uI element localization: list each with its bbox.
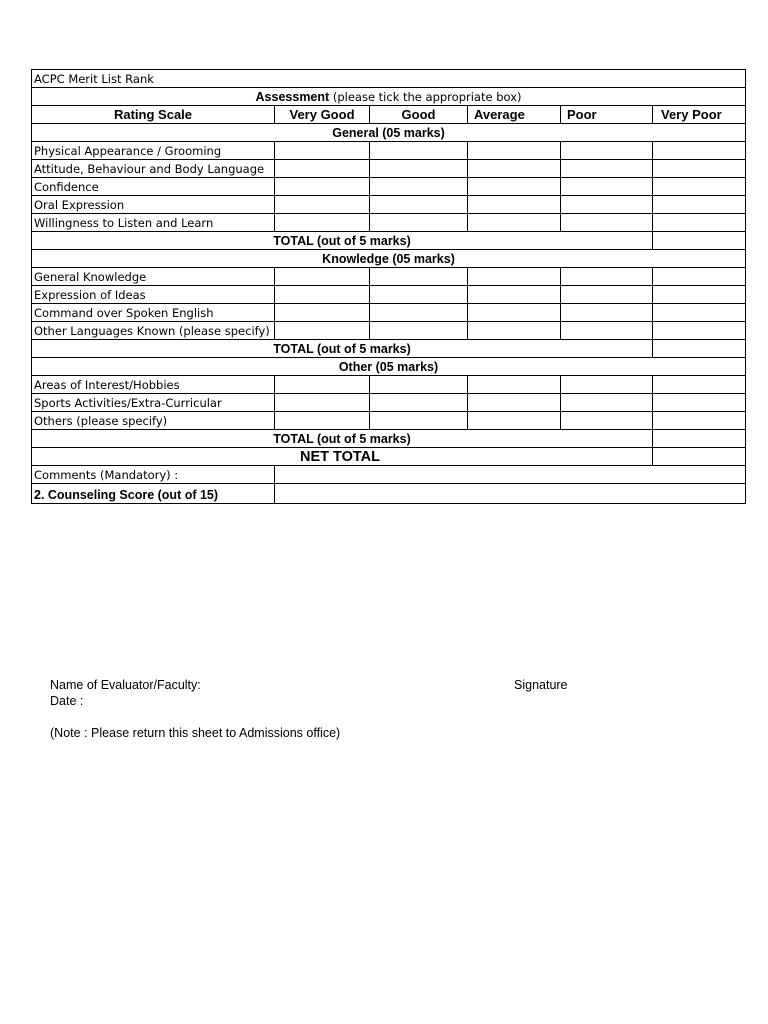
table-row [32, 268, 746, 286]
rating-cell-very-poor[interactable] [653, 286, 746, 304]
signature-label: Signature [514, 678, 568, 692]
rating-cell-poor[interactable] [561, 304, 653, 322]
rating-cell-good[interactable] [370, 142, 468, 160]
rating-cell-very-poor[interactable] [653, 214, 746, 232]
rating-cell-average[interactable] [468, 268, 561, 286]
table-row [32, 286, 746, 304]
rating-cell-poor[interactable] [561, 322, 653, 340]
net-total-row [32, 448, 746, 466]
table-row [32, 322, 746, 340]
total-score-cell[interactable] [653, 232, 746, 250]
net-total-label-cell [32, 448, 653, 466]
rating-cell-good[interactable] [370, 322, 468, 340]
net-total-label: NET TOTAL [300, 448, 381, 465]
rating-cell-poor[interactable] [561, 196, 653, 214]
rating-cell-very-good[interactable] [275, 196, 370, 214]
total-score-cell[interactable] [653, 430, 746, 448]
rating-cell-very-poor[interactable] [653, 142, 746, 160]
rating-cell-average[interactable] [468, 286, 561, 304]
rating-cell-very-good[interactable] [275, 178, 370, 196]
rating-cell-poor[interactable] [561, 376, 653, 394]
rating-cell-good[interactable] [370, 376, 468, 394]
table-row [32, 142, 746, 160]
rating-cell-very-good[interactable] [275, 160, 370, 178]
rating-cell-very-poor[interactable] [653, 322, 746, 340]
assessment-note: (please tick the appropriate box) [332, 89, 522, 104]
criterion-label: Others (please specify) [32, 412, 275, 430]
rating-cell-very-good[interactable] [275, 322, 370, 340]
net-total-score-cell[interactable] [653, 448, 746, 466]
rating-cell-average[interactable] [468, 322, 561, 340]
rating-cell-average[interactable] [468, 412, 561, 430]
rating-cell-poor[interactable] [561, 160, 653, 178]
rating-cell-average[interactable] [468, 196, 561, 214]
rating-cell-poor[interactable] [561, 268, 653, 286]
criterion-label: Willingness to Listen and Learn [32, 214, 275, 232]
rating-cell-very-poor[interactable] [653, 394, 746, 412]
rating-cell-average[interactable] [468, 178, 561, 196]
total-label: TOTAL (out of 5 marks) [32, 232, 653, 250]
very-good-header: Very Good [275, 106, 370, 124]
rating-cell-very-poor[interactable] [653, 160, 746, 178]
total-score-cell[interactable] [653, 340, 746, 358]
table-row [32, 196, 746, 214]
rating-cell-average[interactable] [468, 376, 561, 394]
counseling-label-cell [32, 484, 275, 504]
total-row-other [32, 430, 746, 448]
rating-cell-poor[interactable] [561, 394, 653, 412]
return-note: (Note : Please return this sheet to Admissions office) [50, 726, 341, 740]
rating-cell-poor[interactable] [561, 142, 653, 160]
table-row [32, 412, 746, 430]
rating-cell-very-good[interactable] [275, 304, 370, 322]
rating-cell-very-good[interactable] [275, 268, 370, 286]
criterion-label: Areas of Interest/Hobbies [32, 376, 275, 394]
section-title-knowledge: Knowledge (05 marks) [32, 250, 746, 268]
table-row [32, 304, 746, 322]
criterion-label: Other Languages Known (please specify) [32, 322, 275, 340]
rating-cell-average[interactable] [468, 304, 561, 322]
rating-cell-good[interactable] [370, 268, 468, 286]
section-title-general: General (05 marks) [32, 124, 746, 142]
rating-cell-good[interactable] [370, 412, 468, 430]
rating-cell-very-poor[interactable] [653, 196, 746, 214]
table-row [32, 394, 746, 412]
criterion-label: Confidence [32, 178, 275, 196]
rating-cell-average[interactable] [468, 142, 561, 160]
rating-cell-good[interactable] [370, 160, 468, 178]
counseling-score-field[interactable] [275, 484, 746, 504]
criterion-label: General Knowledge [32, 268, 275, 286]
table-row [32, 178, 746, 196]
table-row [32, 376, 746, 394]
criterion-label: Oral Expression [32, 196, 275, 214]
rating-cell-good[interactable] [370, 214, 468, 232]
total-row-general [32, 232, 746, 250]
section-title-other: Other (05 marks) [32, 358, 746, 376]
good-header: Good [370, 106, 468, 124]
rating-cell-average[interactable] [468, 214, 561, 232]
assessment-heading [32, 88, 746, 106]
merit-rank-label: ACPC Merit List Rank [32, 70, 746, 88]
rating-cell-very-poor[interactable] [653, 178, 746, 196]
criterion-label: Sports Activities/Extra-Curricular [32, 394, 275, 412]
rating-cell-poor[interactable] [561, 412, 653, 430]
assessment-label: Assessment [255, 89, 330, 104]
criterion-label: Expression of Ideas [32, 286, 275, 304]
rating-cell-very-good[interactable] [275, 376, 370, 394]
rating-header-row [32, 106, 746, 124]
counseling-row [32, 484, 746, 504]
rating-cell-very-poor[interactable] [653, 376, 746, 394]
comments-label: Comments (Mandatory) : [32, 466, 275, 484]
assessment-form-table [31, 69, 746, 504]
counseling-label: 2. Counseling Score (out of 15) [34, 487, 219, 502]
comments-field[interactable] [275, 466, 746, 484]
total-label: TOTAL (out of 5 marks) [32, 430, 653, 448]
rating-cell-good[interactable] [370, 196, 468, 214]
table-row [32, 214, 746, 232]
rating-cell-very-good[interactable] [275, 214, 370, 232]
rating-cell-very-good[interactable] [275, 412, 370, 430]
total-row-knowledge [32, 340, 746, 358]
evaluator-label: Name of Evaluator/Faculty: [50, 678, 201, 692]
rating-cell-very-good[interactable] [275, 286, 370, 304]
comments-row [32, 466, 746, 484]
criterion-label: Attitude, Behaviour and Body Language [32, 160, 275, 178]
rating-cell-good[interactable] [370, 178, 468, 196]
rating-cell-very-good[interactable] [275, 394, 370, 412]
rating-cell-very-poor[interactable] [653, 304, 746, 322]
rating-cell-good[interactable] [370, 304, 468, 322]
rating-cell-good[interactable] [370, 394, 468, 412]
rating-scale-header: Rating Scale [32, 106, 275, 124]
poor-header: Poor [561, 106, 653, 124]
rating-cell-poor[interactable] [561, 286, 653, 304]
very-poor-header: Very Poor [653, 106, 746, 124]
rating-cell-very-poor[interactable] [653, 268, 746, 286]
average-header: Average [468, 106, 561, 124]
rating-cell-good[interactable] [370, 286, 468, 304]
date-label: Date : [50, 694, 84, 708]
rating-cell-average[interactable] [468, 394, 561, 412]
total-label: TOTAL (out of 5 marks) [32, 340, 653, 358]
rating-cell-poor[interactable] [561, 214, 653, 232]
criterion-label: Command over Spoken English [32, 304, 275, 322]
table-row [32, 160, 746, 178]
rating-cell-average[interactable] [468, 160, 561, 178]
rating-cell-poor[interactable] [561, 178, 653, 196]
rating-cell-very-poor[interactable] [653, 412, 746, 430]
rating-cell-very-good[interactable] [275, 142, 370, 160]
criterion-label: Physical Appearance / Grooming [32, 142, 275, 160]
